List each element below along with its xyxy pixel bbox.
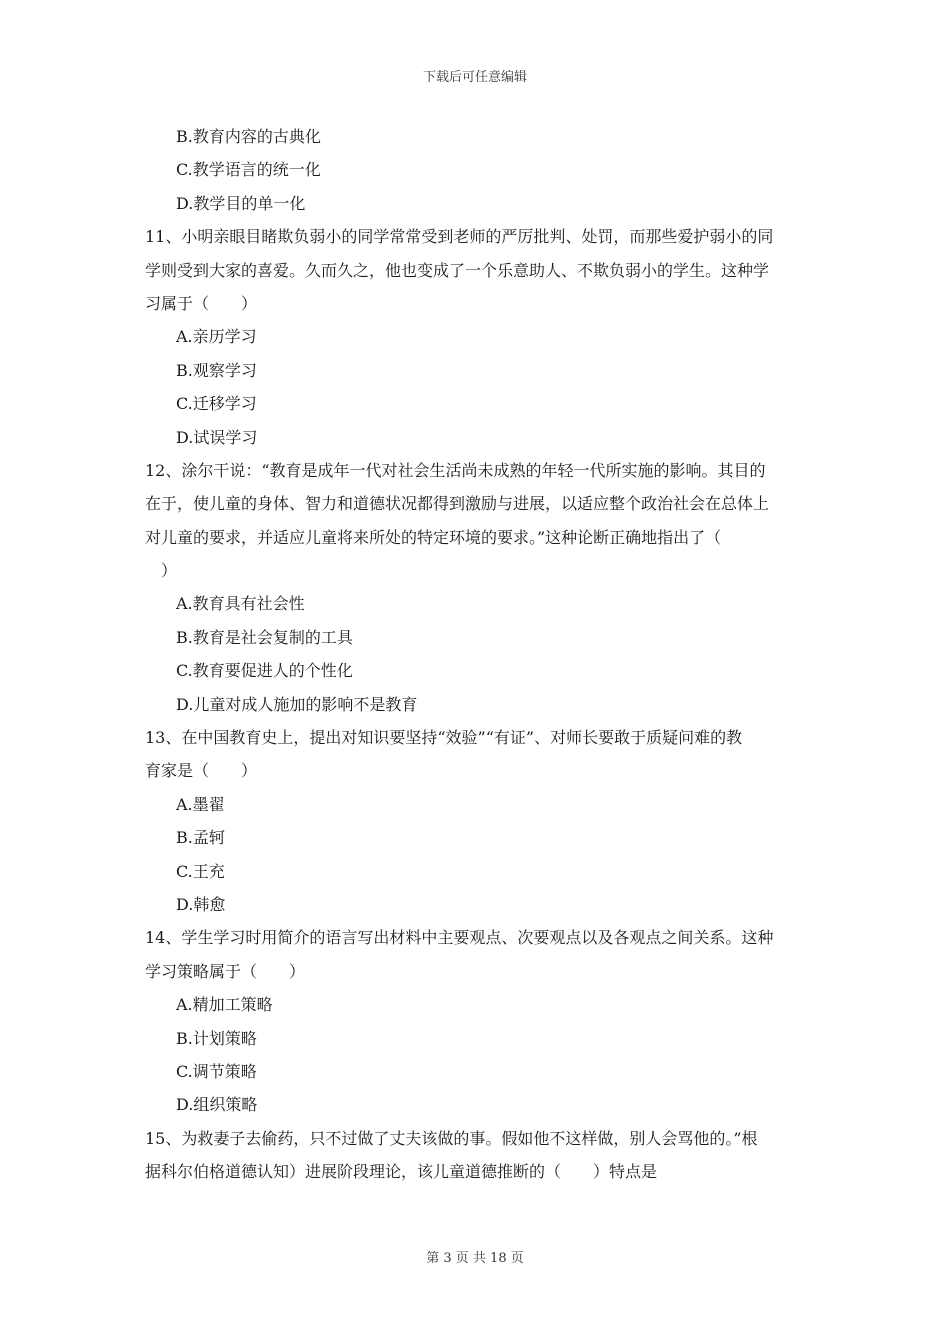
answer-option: D.组织策略 [176,1095,258,1115]
answer-option: A.墨翟 [176,794,225,814]
answer-option: A.教育具有社会性 [176,594,305,614]
answer-option: B.教育是社会复制的工具 [176,627,353,647]
question-text-line: 学则受到大家的喜爱。久而久之，他也变成了一个乐意助人、不欺负弱小的学生。这种学 [145,260,770,280]
answer-option: B.孟轲 [176,828,225,848]
document-body [145,120,813,1189]
question-text-line: ） [145,561,178,581]
question-text-line: 据科尔伯格道德认知）进展阶段理论，该儿童道德推断的（ ）特点是 [145,1162,658,1182]
question-text-line: 15、为救妻子去偷药，只不过做了丈夫该做的事。假如他不这样做，别人会骂他的。”根 [145,1128,758,1148]
answer-option: D.试误学习 [176,427,258,447]
question-text-line: 14、学生学习时用简介的语言写出材料中主要观点、次要观点以及各观点之间关系。这种 [145,928,774,948]
answer-option: A.精加工策略 [176,995,273,1015]
question-text-line: 对儿童的要求，并适应儿童将来所处的特定环境的要求。”这种论断正确地指出了（ [145,527,722,547]
question-text-line: 习属于（ ） [145,293,258,313]
answer-option: B.计划策略 [176,1028,257,1048]
page-footer: 第 3 页 共 18 页 [426,1251,524,1266]
answer-option: B.教育内容的古典化 [176,127,321,146]
answer-option: D.韩愈 [176,894,226,914]
page-header: 下载后可任意编辑 [422,70,527,85]
answer-option: D.儿童对成人施加的影响不是教育 [176,694,418,714]
question-text-line: 12、涂尔干说：“教育是成年一代对社会生活尚未成熟的年轻一代所实施的影响。其目的 [145,460,766,480]
answer-option: A.亲历学习 [176,327,257,347]
question-text-line: 在于，使儿童的身体、智力和道德状况都得到激励与进展，以适应整个政治社会在总体上 [145,494,770,514]
answer-option: C.调节策略 [176,1061,257,1081]
question-text-line: 13、在中国教育史上，提出对知识要坚持“效验”“有证”、对师长要敢于质疑问难的教 [145,728,743,748]
answer-option: C.王充 [176,861,225,881]
answer-option: D.教学目的单一化 [176,193,306,213]
question-text-line: 11、小明亲眼目睹欺负弱小的同学常常受到老师的严厉批判、处罚，而那些爱护弱小的同 [145,227,774,247]
question-text-line: 育家是（ ） [145,761,258,781]
question-text-line: 学习策略属于（ ） [145,961,306,981]
answer-option: C.教育要促进人的个性化 [176,661,353,681]
answer-option: C.教学语言的统一化 [176,160,321,180]
answer-option: C.迁移学习 [176,394,257,414]
answer-option: B.观察学习 [176,360,257,380]
